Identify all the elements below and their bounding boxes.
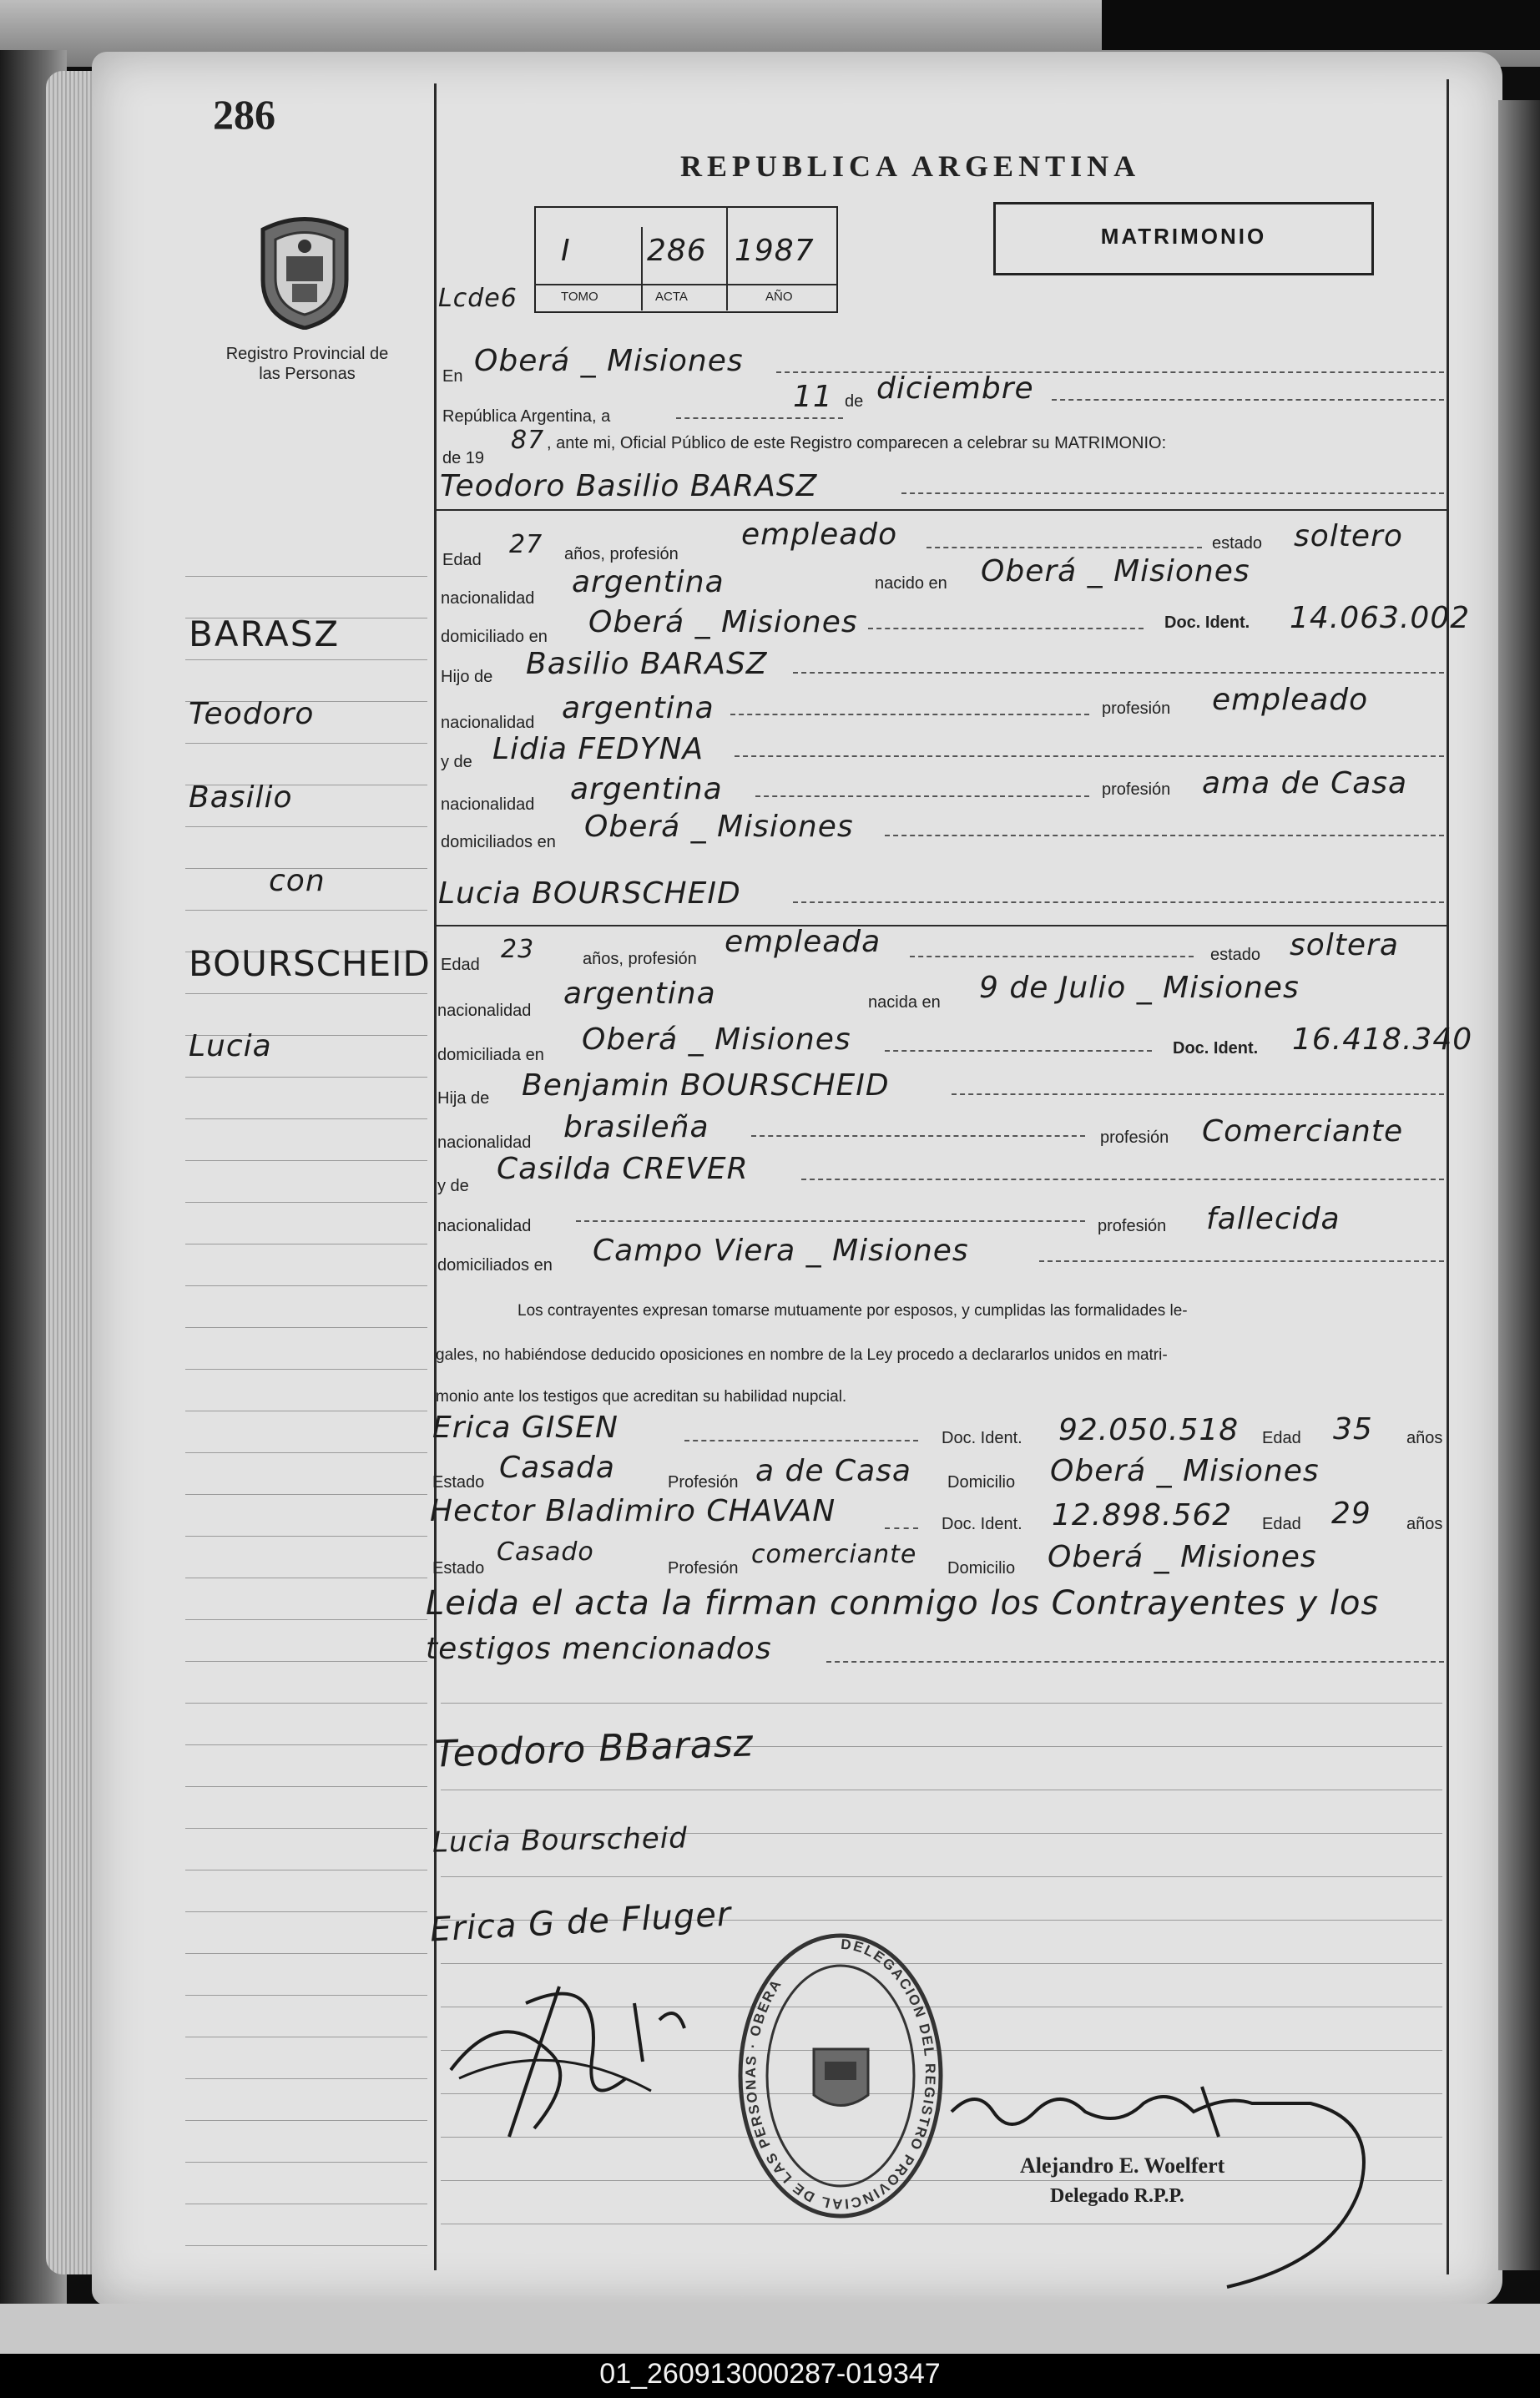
groom-doc: 14.063.002 <box>1290 601 1471 635</box>
groom-father-profession: empleado <box>1212 683 1369 717</box>
bride-father-profession: Comerciante <box>1202 1114 1404 1149</box>
ruled-line <box>185 1285 427 1287</box>
declaration-line-3: monio ante los testigos que acreditan su habilidad nupcial. <box>436 1388 847 1406</box>
witness1-doc-label: Doc. Ident. <box>942 1429 1022 1447</box>
groom-nac-label: nacionalidad <box>441 589 535 608</box>
witness2-signature-scribble <box>434 1953 735 2145</box>
page-right-shadow <box>1498 100 1540 2270</box>
groom-nacido-label: nacido en <box>875 574 947 593</box>
bride-mother: Casilda CREVER <box>497 1152 749 1186</box>
day-value: 11 <box>793 380 833 414</box>
official-stamp <box>735 1928 947 2224</box>
bride-doms-label: domiciliados en <box>437 1256 553 1275</box>
witness2-doc-label: Doc. Ident. <box>942 1515 1022 1533</box>
bottom-strip <box>0 2304 1540 2354</box>
witness2-anos-label: años <box>1406 1515 1443 1533</box>
witness2-edad-label: Edad <box>1262 1515 1301 1533</box>
signature-bride: Lucia Bourscheid <box>432 1821 689 1860</box>
ruled-line <box>185 2245 427 2247</box>
groom-father-nationality: argentina <box>562 691 714 725</box>
bride-estado-label: estado <box>1210 946 1261 964</box>
ruled-line <box>185 1494 427 1496</box>
bride-parents-domicile: Campo Viera _ Misiones <box>593 1234 969 1268</box>
de-label: de <box>845 392 864 411</box>
bride-status: soltera <box>1290 928 1399 962</box>
ruled-line <box>185 2204 427 2205</box>
tomo-label: TOMO <box>561 290 598 304</box>
witness2-name: Hector Bladimiro CHAVAN <box>430 1494 836 1528</box>
witness2-profession: comerciante <box>751 1540 917 1569</box>
groom-age: 27 <box>509 530 543 559</box>
margin-given-bride: Lucia <box>189 1029 272 1063</box>
ruled-line <box>185 1870 427 1871</box>
groom-edad-label: Edad <box>442 551 482 569</box>
ruled-line <box>185 1828 427 1830</box>
groom-estado-label: estado <box>1212 534 1263 553</box>
ruled-line <box>185 1661 427 1663</box>
witness1-edad-label: Edad <box>1262 1429 1301 1447</box>
witness1-profession: a de Casa <box>755 1454 911 1488</box>
witness1-status: Casada <box>499 1451 615 1485</box>
ruled-line <box>185 1452 427 1454</box>
witness2-domicile: Oberá _ Misiones <box>1048 1540 1317 1574</box>
republica-label: República Argentina, a <box>442 407 611 426</box>
signature-groom: Teodoro BBarasz <box>433 1722 755 1776</box>
witness2-doc: 12.898.562 <box>1052 1498 1233 1532</box>
groom-mother-nationality: argentina <box>570 772 723 806</box>
witness2-prof-label: Profesión <box>668 1559 739 1578</box>
witness1-anos-label: años <box>1406 1429 1443 1447</box>
groom-status: soltero <box>1294 519 1403 553</box>
ruled-line <box>185 1160 427 1162</box>
groom-name: Teodoro Basilio BARASZ <box>440 469 818 503</box>
groom-parents-domicile: Oberá _ Misiones <box>584 810 854 844</box>
bride-doc-label: Doc. Ident. <box>1173 1039 1259 1058</box>
bride-anos-label: años, profesión <box>583 950 697 968</box>
ruled-line <box>185 1202 427 1204</box>
margin-given-groom-2: Basilio <box>189 780 293 815</box>
groom-domicile: Oberá _ Misiones <box>588 605 858 639</box>
margin-surname-groom: BARASZ <box>189 613 341 654</box>
page-number: 286 <box>213 91 275 138</box>
ano-value: 1987 <box>735 234 815 268</box>
ruled-line <box>441 1790 1442 1791</box>
ruled-line <box>185 1536 427 1537</box>
bride-yde-label: y de <box>437 1177 469 1195</box>
groom-dom-label: domiciliado en <box>441 628 548 646</box>
ruled-line <box>185 1786 427 1788</box>
bride-mother-profession: fallecida <box>1206 1202 1341 1236</box>
ruled-line <box>185 576 427 578</box>
margin-given-groom-1: Teodoro <box>189 697 315 731</box>
place-value: Oberá _ Misiones <box>474 344 744 378</box>
ruled-line <box>185 1077 427 1078</box>
ruled-line <box>185 743 427 745</box>
delegate-name: Alejandro E. Woelfert <box>1020 2153 1225 2178</box>
bride-father-nationality: brasileña <box>563 1110 709 1144</box>
groom-nationality: argentina <box>572 565 725 599</box>
footer-id: 01_260913000287-019347 <box>599 2358 941 2390</box>
witness1-name: Erica GISEN <box>432 1411 619 1445</box>
ruled-line <box>185 1619 427 1621</box>
closing-line-2: testigos mencionados <box>426 1632 772 1666</box>
registry-name: Registro Provincial de las Personas <box>225 345 389 383</box>
bride-name: Lucia BOURSCHEID <box>438 876 741 911</box>
bride-nationality: argentina <box>563 977 716 1011</box>
ruled-line <box>185 1118 427 1120</box>
page-title: REPUBLICA ARGENTINA <box>680 149 1141 183</box>
signature-witness: Erica G de Fluger <box>429 1895 733 1950</box>
declaration-line-2: gales, no habiéndose deducido oposiciones en nombre de la Ley procedo a declararlos unidos en matri- <box>436 1346 1168 1364</box>
coat-of-arms-icon <box>255 213 355 330</box>
ruled-line <box>185 1995 427 1997</box>
groom-father-nac-label: nacionalidad <box>441 714 535 732</box>
ruled-line <box>185 1911 427 1913</box>
witness1-age: 35 <box>1333 1412 1373 1446</box>
year-suffix: 87 <box>511 426 545 455</box>
bride-dom-label: domiciliada en <box>437 1046 544 1064</box>
witness1-domicile: Oberá _ Misiones <box>1050 1454 1320 1488</box>
acta-label: ACTA <box>655 290 688 304</box>
ruled-line <box>441 1703 1442 1704</box>
ruled-line <box>185 1578 427 1579</box>
groom-section-rule <box>437 509 1448 511</box>
ruled-line <box>185 826 427 828</box>
bride-hija-label: Hija de <box>437 1089 490 1108</box>
bride-edad-label: Edad <box>441 956 480 974</box>
de19-label: de 19 <box>442 449 485 467</box>
bride-father: Benjamin BOURSCHEID <box>522 1068 890 1103</box>
witness1-prof-label: Profesión <box>668 1473 739 1492</box>
groom-father: Basilio BARASZ <box>526 647 768 681</box>
en-label: En <box>442 367 463 386</box>
witness2-estado-label: Estado <box>432 1559 485 1578</box>
margin-surname-bride: BOURSCHEID <box>189 943 431 984</box>
groom-father-prof-label: profesión <box>1102 699 1171 718</box>
acta-value: 286 <box>647 234 707 268</box>
groom-doc-label: Doc. Ident. <box>1164 613 1250 632</box>
bride-father-nac-label: nacionalidad <box>437 1133 532 1152</box>
ante-text: , ante mi, Oficial Público de este Registro comparecen a celebrar su MATRIMONIO: <box>547 434 1167 452</box>
ruled-line <box>185 1244 427 1245</box>
ruled-line <box>185 910 427 911</box>
bride-mother-prof-label: profesión <box>1098 1217 1167 1235</box>
witness2-dom-label: Domicilio <box>947 1559 1016 1578</box>
groom-birthplace: Oberá _ Misiones <box>981 554 1250 588</box>
groom-hijo-label: Hijo de <box>441 668 493 686</box>
witness2-status: Casado <box>497 1537 594 1567</box>
bride-domicile: Oberá _ Misiones <box>582 1022 851 1057</box>
closing-line-1: Leida el acta la firman conmigo los Contrayentes y los <box>426 1584 1380 1623</box>
bride-nacida-label: nacida en <box>868 993 941 1012</box>
bride-mother-nac-label: nacionalidad <box>437 1217 532 1235</box>
ruled-line <box>185 993 427 995</box>
groom-mother: Lidia FEDYNA <box>492 732 704 766</box>
groom-yde-label: y de <box>441 753 472 771</box>
witness2-age: 29 <box>1331 1497 1371 1531</box>
ruled-line <box>185 1953 427 1955</box>
bride-father-prof-label: profesión <box>1100 1128 1169 1147</box>
ruled-line <box>185 2162 427 2163</box>
groom-mother-prof-label: profesión <box>1102 780 1171 799</box>
bride-doc: 16.418.340 <box>1292 1022 1473 1057</box>
ano-label: AÑO <box>765 290 793 304</box>
bride-birthplace: 9 de Julio _ Misiones <box>979 971 1300 1005</box>
reference-side-note: Lcde6 <box>438 284 518 313</box>
ruled-line <box>185 2037 427 2038</box>
delegate-role: Delegado R.P.P. <box>1050 2185 1184 2207</box>
ruled-line <box>185 2120 427 2122</box>
groom-doms-label: domiciliados en <box>441 833 556 851</box>
ruled-line <box>185 1411 427 1412</box>
record-type-label: MATRIMONIO <box>1100 224 1267 249</box>
dark-corner <box>1102 0 1540 50</box>
ruled-line <box>185 659 427 661</box>
month-value: diciembre <box>876 371 1034 406</box>
ruled-line <box>185 1327 427 1329</box>
witness1-estado-label: Estado <box>432 1473 485 1492</box>
bride-profession: empleada <box>725 925 881 959</box>
declaration-line-1: Los contrayentes expresan tomarse mutuamente por esposos, y cumplidas las formalidades le- <box>518 1302 1188 1320</box>
ruled-line <box>441 1876 1442 1878</box>
bride-nac-label: nacionalidad <box>437 1002 532 1020</box>
bride-age: 23 <box>501 935 535 964</box>
margin-connector: con <box>269 864 326 898</box>
right-column-rule <box>1447 79 1449 2274</box>
ruled-line <box>185 1703 427 1704</box>
tomo-value: I <box>561 234 571 268</box>
bride-section-rule <box>437 925 1448 926</box>
groom-mother-profession: ama de Casa <box>1202 766 1408 800</box>
ruled-line <box>185 2078 427 2080</box>
groom-mother-nac-label: nacionalidad <box>441 795 535 814</box>
ruled-line <box>185 1369 427 1371</box>
groom-anos-label: años, profesión <box>564 545 679 563</box>
ruled-line <box>185 1744 427 1746</box>
witness1-doc: 92.050.518 <box>1058 1413 1240 1447</box>
svg-text:DELEGACION DEL REGISTRO PROVIN: DELEGACION DEL REGISTRO PROVINCIAL DE LAS PERSONAS · OBERA <box>742 1936 939 2213</box>
witness1-dom-label: Domicilio <box>947 1473 1016 1492</box>
groom-profession: empleado <box>741 517 898 552</box>
